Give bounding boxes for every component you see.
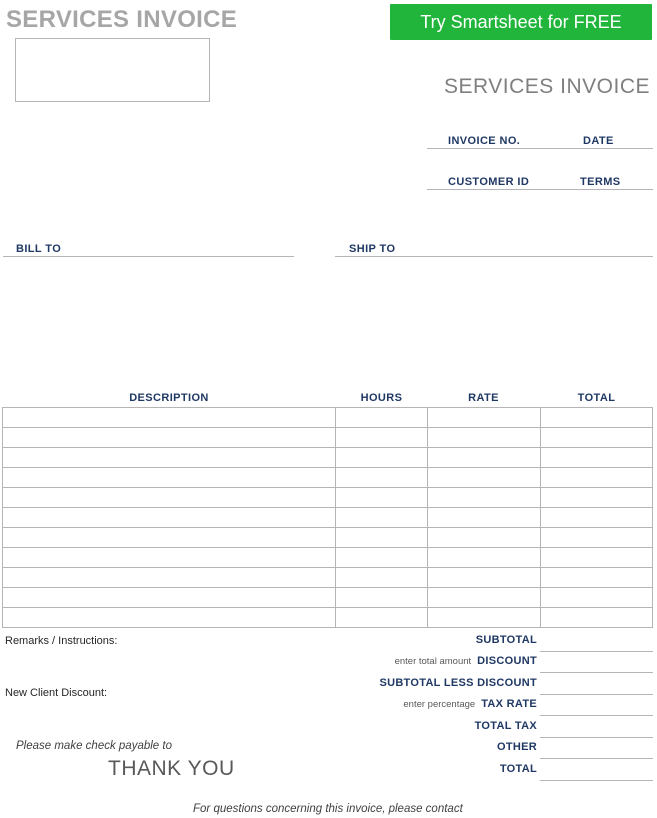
summary-value-field[interactable] — [540, 717, 653, 738]
description-cell[interactable] — [3, 608, 336, 628]
payable-note: Please make check payable to — [16, 740, 172, 752]
total-cell[interactable] — [541, 568, 653, 588]
hours-cell[interactable] — [336, 588, 428, 608]
description-cell[interactable] — [3, 468, 336, 488]
rate-cell[interactable] — [428, 588, 541, 608]
description-cell[interactable] — [3, 548, 336, 568]
footer-note: For questions concerning this invoice, please contact — [193, 803, 463, 815]
summary-label: OTHER — [497, 741, 537, 753]
summary-row — [360, 695, 653, 716]
rate-cell[interactable] — [428, 448, 541, 468]
description-cell[interactable] — [3, 528, 336, 548]
remarks-instructions-label: Remarks / Instructions: — [5, 635, 118, 647]
table-row — [3, 448, 653, 468]
summary-label-group — [379, 673, 537, 691]
rate-cell[interactable] — [428, 548, 541, 568]
hours-cell[interactable] — [336, 488, 428, 508]
thank-you-text: THANK YOU — [108, 757, 235, 780]
description-cell[interactable] — [3, 448, 336, 468]
summary-value-field[interactable] — [540, 652, 653, 673]
summary-value-field[interactable] — [540, 631, 653, 652]
table-row — [3, 428, 653, 448]
total-cell[interactable] — [541, 608, 653, 628]
summary-label: TAX RATE — [481, 698, 537, 710]
hours-cell[interactable] — [336, 428, 428, 448]
description-cell[interactable] — [3, 568, 336, 588]
summary-row — [360, 717, 653, 738]
ship-to-line[interactable] — [335, 256, 653, 257]
summary-label: SUBTOTAL LESS DISCOUNT — [379, 677, 537, 689]
hours-cell[interactable] — [336, 508, 428, 528]
summary-row — [360, 652, 653, 673]
table-row — [3, 568, 653, 588]
summary-label: DISCOUNT — [477, 655, 537, 667]
invoice-no-label: INVOICE NO. — [448, 135, 521, 147]
column-header-total: TOTAL — [577, 392, 616, 404]
total-cell[interactable] — [541, 548, 653, 568]
new-client-discount-label: New Client Discount: — [5, 687, 108, 699]
total-cell[interactable] — [541, 408, 653, 428]
table-row — [3, 508, 653, 528]
summary-value-field[interactable] — [540, 738, 653, 759]
summary-row — [360, 674, 653, 695]
column-header-description: DESCRIPTION — [129, 392, 209, 404]
total-cell[interactable] — [541, 528, 653, 548]
hours-cell[interactable] — [336, 408, 428, 428]
column-header-rate: RATE — [468, 392, 499, 404]
summary-value-field[interactable] — [540, 695, 653, 716]
table-row — [3, 488, 653, 508]
table-row — [3, 608, 653, 628]
logo-placeholder[interactable] — [15, 38, 210, 102]
total-cell[interactable] — [541, 448, 653, 468]
invoice-meta-line-2[interactable] — [427, 189, 653, 190]
document-title: SERVICES INVOICE — [443, 75, 650, 98]
hours-cell[interactable] — [336, 548, 428, 568]
summary-label-group — [497, 737, 537, 755]
hours-cell[interactable] — [336, 528, 428, 548]
invoice-meta-line-1[interactable] — [427, 148, 653, 149]
total-cell[interactable] — [541, 508, 653, 528]
description-cell[interactable] — [3, 508, 336, 528]
total-cell[interactable] — [541, 468, 653, 488]
summary-label: TOTAL — [499, 763, 537, 775]
summary-label: SUBTOTAL — [475, 634, 537, 646]
ship-to-label: SHIP TO — [349, 243, 396, 255]
rate-cell[interactable] — [428, 568, 541, 588]
rate-cell[interactable] — [428, 488, 541, 508]
date-label: DATE — [583, 135, 614, 147]
hours-cell[interactable] — [336, 448, 428, 468]
description-cell[interactable] — [3, 488, 336, 508]
summary-hint: enter percentage — [403, 699, 476, 710]
terms-label: TERMS — [580, 176, 621, 188]
summary-value-field[interactable] — [540, 760, 653, 781]
description-cell[interactable] — [3, 428, 336, 448]
description-cell[interactable] — [3, 408, 336, 428]
bill-to-line[interactable] — [3, 256, 294, 257]
summary-label-group — [500, 759, 537, 777]
summary-label-group — [475, 716, 537, 734]
rate-cell[interactable] — [428, 468, 541, 488]
table-row — [3, 588, 653, 608]
table-row — [3, 528, 653, 548]
try-smartsheet-button[interactable]: Try Smartsheet for FREE — [390, 4, 652, 40]
hours-cell[interactable] — [336, 608, 428, 628]
hours-cell[interactable] — [336, 568, 428, 588]
table-row — [3, 468, 653, 488]
page-title: SERVICES INVOICE — [6, 6, 238, 33]
rate-cell[interactable] — [428, 508, 541, 528]
total-cell[interactable] — [541, 488, 653, 508]
customer-id-label: CUSTOMER ID — [448, 176, 530, 188]
summary-label: TOTAL TAX — [474, 720, 537, 732]
total-cell[interactable] — [541, 428, 653, 448]
hours-cell[interactable] — [336, 468, 428, 488]
total-cell[interactable] — [541, 588, 653, 608]
rate-cell[interactable] — [428, 528, 541, 548]
summary-row — [360, 738, 653, 759]
summary-value-field[interactable] — [540, 674, 653, 695]
table-row — [3, 548, 653, 568]
summary-row — [360, 760, 653, 781]
column-header-hours: HOURS — [360, 392, 403, 404]
bill-to-label: BILL TO — [16, 243, 62, 255]
summary-hint: enter total amount — [394, 656, 472, 667]
items-table — [2, 407, 653, 628]
rate-cell[interactable] — [428, 428, 541, 448]
description-cell[interactable] — [3, 588, 336, 608]
summary-label-group — [395, 651, 537, 669]
summary-label-group — [476, 630, 537, 648]
table-row — [3, 408, 653, 428]
summary-row — [360, 631, 653, 652]
rate-cell[interactable] — [428, 408, 541, 428]
summary-label-group — [403, 694, 537, 712]
rate-cell[interactable] — [428, 608, 541, 628]
